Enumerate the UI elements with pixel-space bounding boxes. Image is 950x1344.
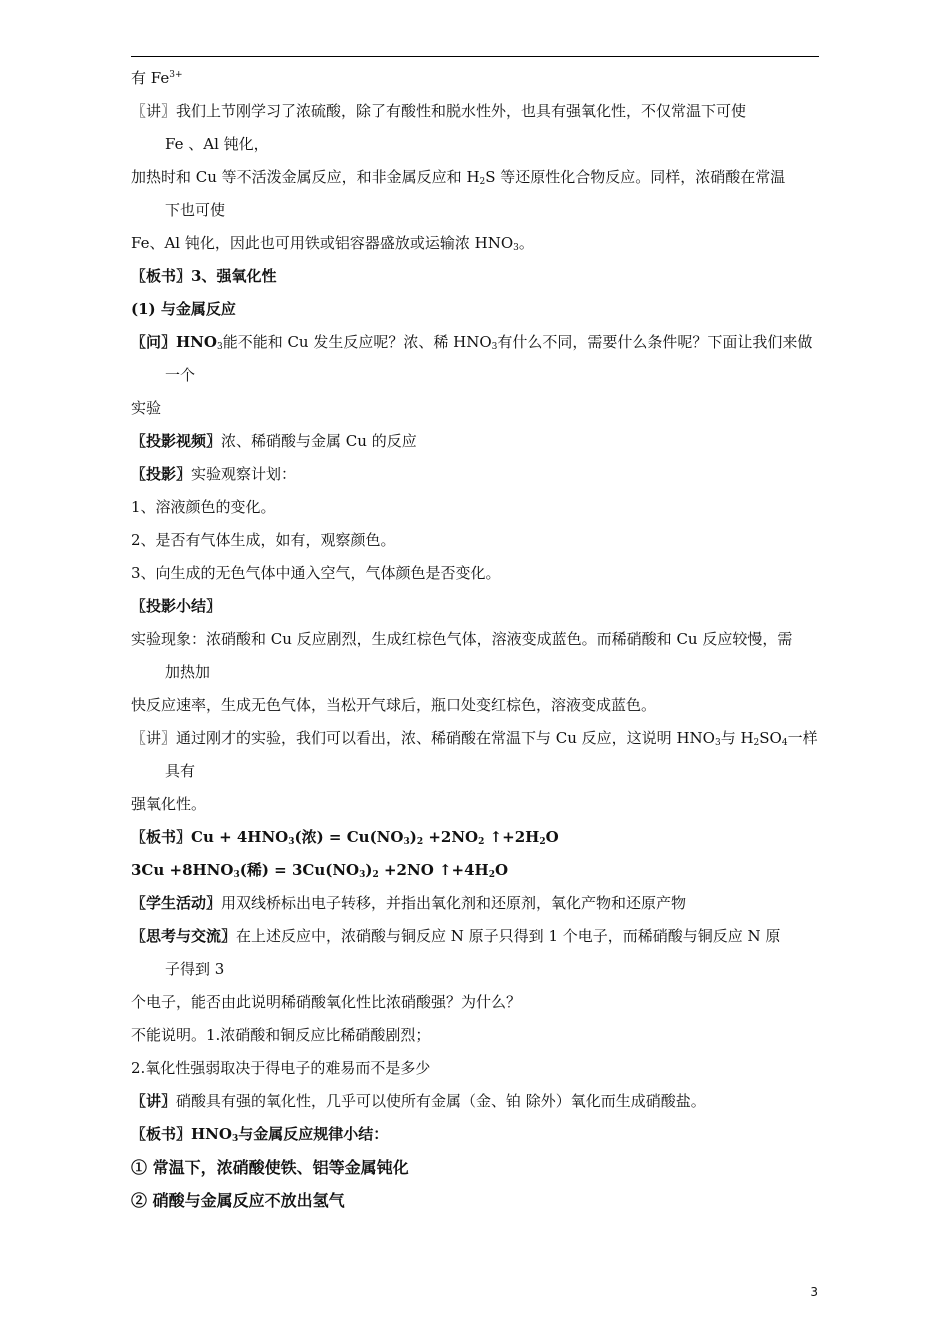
- text-line: 加热时和 Cu 等不活泼金属反应，和非金属反应和 $H_2S$ 等还原性化合物反应。同样，浓硝酸在常温: [131, 168, 786, 187]
- text-line: 快反应速率，生成无色气体，当松开气球后，瓶口处变红棕色，溶液变成蓝色。: [131, 696, 657, 714]
- text-line: 加热加: [165, 663, 211, 681]
- rule-item: ① 常温下，浓硝酸使铁、铝等金属钝化: [131, 1158, 409, 1177]
- equation-concentrated: 〖板书〗$Cu + 4HNO_3$(浓) = $Cu(NO_3)_2 +2NO_2$ $↑+2H_2O$: [131, 828, 559, 847]
- document-body: [131, 62, 831, 1217]
- page-number: 3: [810, 1285, 818, 1299]
- video-projection-line: 〖投影视频〗浓、稀硝酸与金属 Cu 的反应: [131, 432, 417, 450]
- text-line: 实验: [131, 399, 162, 417]
- text-line: 一个: [165, 366, 196, 384]
- text-line: 2.氧化性强弱取决于得电子的难易而不是多少: [131, 1059, 431, 1077]
- lecture-paragraph: 〖讲〗硝酸具有强的氧化性，几乎可以使所有金属（金、铂 除外）氧化而生成硝酸盐。: [131, 1092, 706, 1110]
- text-line: 强氧化性。: [131, 795, 207, 813]
- list-item: 2、是否有气体生成，如有，观察颜色。: [131, 531, 396, 549]
- text-line: 有 $Fe^{3+}$: [131, 69, 183, 87]
- text-line: 下也可使: [165, 201, 226, 219]
- text-line: 不能说明。1.浓硝酸和铜反应比稀硝酸剧烈；: [131, 1026, 431, 1044]
- question-paragraph: 〖问〗$HNO_3$能不能和 Cu 发生反应呢？浓、稀 $HNO_3$有什么不同，需要什么条件呢？下面让我们来做: [131, 333, 813, 352]
- projection-line: 〖投影〗实验观察计划：: [131, 465, 297, 483]
- student-activity-line: 〖学生活动〗用双线桥标出电子转移，并指出氧化剂和还原剂，氧化产物和还原产物: [131, 894, 687, 912]
- text-line: 具有: [165, 762, 196, 780]
- header-rule: [131, 56, 819, 57]
- text-line: 子得到 3: [165, 960, 225, 978]
- board-heading: 〖板书〗$HNO_3$与金属反应规律小结：: [131, 1125, 389, 1144]
- text-line: Fe、Al 钝化，因此也可用铁或铝容器盛放或运输浓 $HNO_3$。: [131, 234, 534, 253]
- projection-summary-heading: 〖投影小结〗: [131, 597, 222, 615]
- section-heading: (1) 与金属反应: [131, 300, 236, 318]
- text-line: Fe 、Al 钝化，: [165, 135, 269, 153]
- text-line: 实验现象：浓硝酸和 Cu 反应剧烈，生成红棕色气体，溶液变成蓝色。而稀硝酸和 Cu 反应较慢，需: [131, 630, 793, 648]
- discussion-line: 〖思考与交流〗在上述反应中，浓硝酸与铜反应 N 原子只得到 1 个电子，而稀硝酸与铜反应 N 原: [131, 927, 781, 945]
- list-item: 3、向生成的无色气体中通入空气，气体颜色是否变化。: [131, 564, 501, 582]
- text-line: 个电子，能否由此说明稀硝酸氧化性比浓硝酸强？为什么？: [131, 993, 522, 1011]
- rule-item: ② 硝酸与金属反应不放出氢气: [131, 1191, 345, 1210]
- lecture-paragraph: 〖讲〗通过刚才的实验，我们可以看出，浓、稀硝酸在常温下与 Cu 反应，这说明 $HNO_3$与 $H_2SO_4$一样: [131, 729, 818, 748]
- equation-dilute: $3Cu +8HNO_3$(稀) = $3Cu(NO_3)_2 +2NO$ $↑+4H_2O$: [131, 861, 509, 880]
- lecture-paragraph: 〖讲〗我们上节刚学习了浓硫酸，除了有酸性和脱水性外，也具有强氧化性，不仅常温下可使: [131, 102, 747, 120]
- board-heading: 〖板书〗3、强氧化性: [131, 267, 277, 285]
- list-item: 1、溶液颜色的变化。: [131, 498, 276, 516]
